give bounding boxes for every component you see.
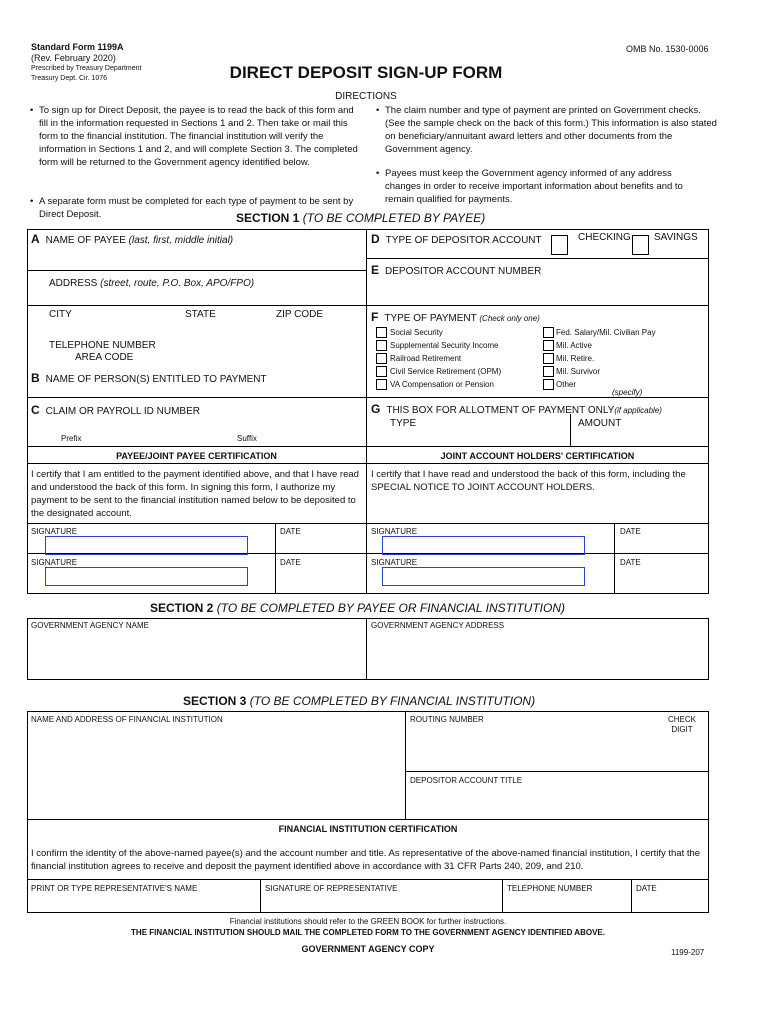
green-book-note: Financial institutions should refer to the GREEN BOOK for further instructions. <box>229 917 507 926</box>
form-revision: (Rev. February 2020) <box>31 53 116 63</box>
payment-checkbox[interactable] <box>543 366 554 377</box>
payee-cert-text: I certify that I am entitled to the payment identified above, and that I have read and understood the back of this form. In signing this form, I authorize my payment to be sent to the financial institution named below to be deposited to the designated account. <box>31 469 359 519</box>
direction-item: • A separate form must be completed for each type of payment to be sent by Direct Deposit. <box>30 196 354 220</box>
account-title-field[interactable]: DEPOSITOR ACCOUNT TITLE <box>410 776 523 785</box>
field-f-payment-type: F TYPE OF PAYMENT (Check only one) <box>371 310 540 324</box>
suffix-label: Suffix <box>237 434 257 443</box>
field-zip[interactable]: ZIP CODE <box>276 309 324 320</box>
date-label: DATE <box>280 527 301 536</box>
payment-checkbox[interactable] <box>376 379 387 390</box>
allotment-amount[interactable]: AMOUNT <box>578 418 622 429</box>
field-b-entitled-persons[interactable]: B NAME OF PERSON(S) ENTITLED TO PAYMENT <box>31 371 267 385</box>
fi-cert-text: I confirm the identity of the above-named payee(s) and the account number and title. As representative of the above-named financial institution, I certify that the financial institution agrees to receive and deposit the payment identified above in accordance with 31 CFR Parts 240, 209, and 210. <box>31 848 701 872</box>
payment-option: Fed. Salary/Mil. Civilian Pay <box>556 328 656 337</box>
routing-number-field[interactable]: ROUTING NUMBER <box>410 715 484 724</box>
payee-signature-field[interactable] <box>45 536 248 555</box>
field-g-allotment: G THIS BOX FOR ALLOTMENT OF PAYMENT ONLY(if applicable) <box>371 402 662 416</box>
field-e-account-number[interactable]: E DEPOSITOR ACCOUNT NUMBER <box>371 263 542 277</box>
date-label: DATE <box>280 558 301 567</box>
payment-checkbox[interactable] <box>543 353 554 364</box>
section3-title: SECTION 3 (TO BE COMPLETED BY FINANCIAL INSTITUTION) <box>183 694 536 708</box>
field-address[interactable]: ADDRESS (street, route, P.O. Box, APO/FPO) <box>49 278 255 289</box>
payment-checkbox[interactable] <box>543 327 554 338</box>
specify-label: (specify) <box>612 388 643 397</box>
section3-box <box>27 711 709 913</box>
field-c-claim-id[interactable]: C CLAIM OR PAYROLL ID NUMBER <box>31 403 200 417</box>
allotment-type[interactable]: TYPE <box>390 418 417 429</box>
payee-cert-title: PAYEE/JOINT PAYEE CERTIFICATION <box>116 451 277 461</box>
checking-checkbox[interactable] <box>551 235 568 255</box>
rep-telephone-field[interactable]: TELEPHONE NUMBER <box>507 884 593 893</box>
payment-checkbox[interactable] <box>376 353 387 364</box>
section1-title: SECTION 1 (TO BE COMPLETED BY PAYEE) <box>236 211 486 225</box>
payment-option: Supplemental Security Income <box>390 341 499 350</box>
signature-label: SIGNATURE <box>371 558 418 567</box>
payment-option: Mil. Survivor <box>556 367 601 376</box>
savings-checkbox[interactable] <box>632 235 649 255</box>
payment-checkbox[interactable] <box>543 379 554 390</box>
joint-holder-signature-field[interactable] <box>382 567 585 586</box>
payment-checkbox[interactable] <box>376 327 387 338</box>
payment-checkbox[interactable] <box>543 340 554 351</box>
rep-signature-field[interactable]: SIGNATURE OF REPRESENTATIVE <box>265 884 398 893</box>
omb-number: OMB No. 1530-0006 <box>626 44 709 54</box>
signature-label: SIGNATURE <box>31 527 78 536</box>
page-title: DIRECT DEPOSIT SIGN-UP FORM <box>229 63 503 82</box>
fi-name-address-field[interactable]: NAME AND ADDRESS OF FINANCIAL INSTITUTION <box>31 715 223 724</box>
date-label: DATE <box>620 527 641 536</box>
area-code-label: AREA CODE <box>75 352 134 363</box>
form-number: Standard Form 1199A <box>31 42 124 52</box>
joint-signature-field[interactable] <box>382 536 585 555</box>
joint-cert-text: I certify that I have read and understood the back of this form, including the SPECIAL NOTICE TO JOINT ACCOUNT HOLDERS. <box>371 469 686 493</box>
prefix-label: Prefix <box>61 434 82 443</box>
payment-option: VA Compensation or Pension <box>390 380 494 389</box>
joint-payee-signature-field[interactable] <box>45 567 248 586</box>
date-label: DATE <box>620 558 641 567</box>
field-d-account-type: D TYPE OF DEPOSITOR ACCOUNT <box>371 232 542 246</box>
rep-date-field[interactable]: DATE <box>636 884 657 893</box>
mail-notice: THE FINANCIAL INSTITUTION SHOULD MAIL THE COMPLETED FORM TO THE GOVERNMENT AGENCY IDENTIFIED ABOVE. <box>131 928 605 937</box>
field-state[interactable]: STATE <box>185 309 216 320</box>
direction-item: • Payees must keep the Government agency informed of any address changes in order to receive important information about benefits and to remain qualified for payments. <box>376 168 683 205</box>
signature-label: SIGNATURE <box>371 527 418 536</box>
direction-item: • The claim number and type of payment are printed on Government checks. (See the sample check on the back of this form.) This information is also stated on beneficiary/annuitant award letters and other documents from the Government agency. <box>376 105 717 155</box>
payment-option: Mil. Active <box>556 341 593 350</box>
field-city[interactable]: CITY <box>49 309 72 320</box>
field-telephone[interactable]: TELEPHONE NUMBER <box>49 340 156 351</box>
direction-item: • To sign up for Direct Deposit, the payee is to read the back of this form and fill in the information requested in Sections 1 and 2. Then take or mail this form to the financial institution. The financial institution will verify the information in Sections 1 and 2, and will complete Section 3. The completed form will be returned to the Government agency identified below. <box>30 105 358 168</box>
joint-cert-title: JOINT ACCOUNT HOLDERS' CERTIFICATION <box>440 451 635 461</box>
rep-name-field[interactable]: PRINT OR TYPE REPRESENTATIVE'S NAME <box>31 884 198 893</box>
copy-label: GOVERNMENT AGENCY COPY <box>301 944 435 954</box>
agency-name-field[interactable]: GOVERNMENT AGENCY NAME <box>31 621 149 630</box>
payment-option: Other <box>556 380 577 389</box>
payment-option: Civil Service Retirement (OPM) <box>390 367 502 376</box>
payment-checkbox[interactable] <box>376 340 387 351</box>
field-a-payee-name[interactable]: A NAME OF PAYEE (last, first, middle initial) <box>31 232 234 246</box>
prescribed-by: Prescribed by Treasury Department <box>31 65 142 72</box>
payment-checkbox[interactable] <box>376 366 387 377</box>
payment-option: Railroad Retirement <box>390 354 462 363</box>
checking-label: CHECKING <box>578 232 631 243</box>
signature-label: SIGNATURE <box>31 558 78 567</box>
savings-label: SAVINGS <box>654 232 698 243</box>
check-label: CHECK <box>667 715 696 724</box>
payment-option: Mil. Retire. <box>556 354 595 363</box>
section2-title: SECTION 2 (TO BE COMPLETED BY PAYEE OR FINANCIAL INSTITUTION) <box>150 601 565 615</box>
form-code: 1199-207 <box>671 948 705 957</box>
agency-address-field[interactable]: GOVERNMENT AGENCY ADDRESS <box>371 621 505 630</box>
payment-option: Social Security <box>390 328 443 337</box>
digit-label: DIGIT <box>671 725 693 734</box>
treasury-circular: Treasury Dept. Cir. 1076 <box>31 75 107 82</box>
directions-heading: DIRECTIONS <box>335 91 397 102</box>
fi-cert-title: FINANCIAL INSTITUTION CERTIFICATION <box>278 824 458 834</box>
